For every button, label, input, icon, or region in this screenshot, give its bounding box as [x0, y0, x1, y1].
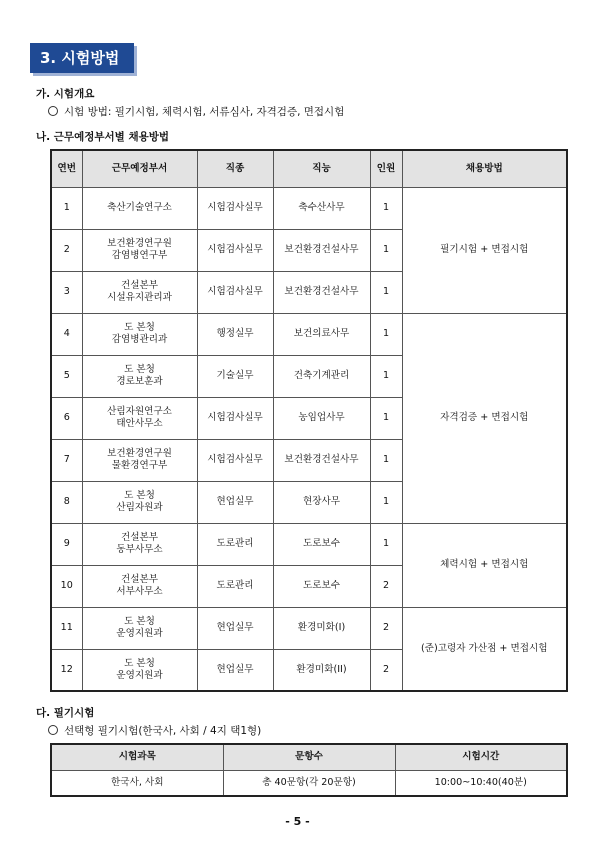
row-type: 현업실무	[197, 481, 273, 523]
row-dept: 산림자원연구소 태안사무소	[82, 397, 197, 439]
written-bullet-text: 선택형 필기시험(한국사, 사회 / 4지 택1형)	[64, 725, 262, 737]
row-type: 도로관리	[197, 523, 273, 565]
table-row	[51, 607, 567, 649]
row-count: 1	[370, 313, 402, 355]
row-dept: 건설본부 시설유지관리과	[82, 271, 197, 313]
row-no: 10	[51, 565, 82, 607]
row-count: 1	[370, 481, 402, 523]
row-role: 보건환경건설사무	[273, 439, 370, 481]
row-role: 보건환경건설사무	[273, 229, 370, 271]
overview-bullet-text: 시험 방법: 필기시험, 체력시험, 서류심사, 자격검증, 면접시험	[64, 106, 345, 118]
row-count: 1	[370, 523, 402, 565]
row-role: 축수산사무	[273, 187, 370, 229]
header-dept: 근무예정부서	[82, 150, 197, 187]
row-count: 1	[370, 229, 402, 271]
recruit-table	[50, 149, 568, 692]
row-role: 현장사무	[273, 481, 370, 523]
table-row	[51, 523, 567, 565]
row-count: 1	[370, 355, 402, 397]
row-type: 시험검사실무	[197, 229, 273, 271]
exam-time: 10:00~10:40(40분)	[395, 770, 567, 796]
bullet-circle-icon	[48, 725, 58, 735]
exam-questions: 총 40문항(각 20문항)	[223, 770, 395, 796]
table-row	[51, 187, 567, 229]
row-method: 필기시험 + 면접시험	[402, 187, 567, 313]
written-heading: 다. 필기시험	[36, 707, 95, 719]
overview-heading: 가. 시험개요	[36, 88, 95, 100]
row-count: 1	[370, 187, 402, 229]
row-dept: 보건환경연구원 감염병연구부	[82, 229, 197, 271]
row-no: 7	[51, 439, 82, 481]
header-count: 인원	[370, 150, 402, 187]
exam-header-row	[51, 744, 567, 770]
row-dept: 보건환경연구원 물환경연구부	[82, 439, 197, 481]
row-no: 3	[51, 271, 82, 313]
row-dept: 도 본청 운영지원과	[82, 649, 197, 691]
recruit-body	[51, 187, 567, 691]
row-dept: 건설본부 서부사무소	[82, 565, 197, 607]
exam-subject: 한국사, 사회	[51, 770, 223, 796]
row-role: 건축기계관리	[273, 355, 370, 397]
row-type: 현업실무	[197, 607, 273, 649]
row-type: 시험검사실무	[197, 439, 273, 481]
row-type: 시험검사실무	[197, 397, 273, 439]
table-row	[51, 313, 567, 355]
row-no: 9	[51, 523, 82, 565]
header-role: 직능	[273, 150, 370, 187]
row-no: 1	[51, 187, 82, 229]
recruit-header-row	[51, 150, 567, 187]
exam-row	[51, 770, 567, 796]
row-count: 1	[370, 439, 402, 481]
row-role: 환경미화(II)	[273, 649, 370, 691]
header-type: 직종	[197, 150, 273, 187]
row-count: 1	[370, 397, 402, 439]
section-title: 3. 시험방법	[30, 43, 134, 73]
row-dept: 도 본청 산림자원과	[82, 481, 197, 523]
row-role: 도로보수	[273, 523, 370, 565]
row-no: 2	[51, 229, 82, 271]
row-dept: 건설본부 동부사무소	[82, 523, 197, 565]
row-role: 보건의료사무	[273, 313, 370, 355]
exam-header-subject: 시험과목	[51, 744, 223, 770]
row-count: 2	[370, 565, 402, 607]
row-type: 시험검사실무	[197, 187, 273, 229]
row-no: 4	[51, 313, 82, 355]
exam-header-time: 시험시간	[395, 744, 567, 770]
page-number: - 5 -	[285, 815, 310, 828]
row-role: 농임업사무	[273, 397, 370, 439]
row-count: 1	[370, 271, 402, 313]
row-dept: 도 본청 감염병관리과	[82, 313, 197, 355]
row-type: 행정실무	[197, 313, 273, 355]
exam-table	[50, 743, 568, 797]
row-method: 자격검증 + 면접시험	[402, 313, 567, 523]
row-no: 11	[51, 607, 82, 649]
row-no: 6	[51, 397, 82, 439]
row-type: 시험검사실무	[197, 271, 273, 313]
written-bullet	[48, 723, 261, 738]
row-dept: 도 본청 경로보훈과	[82, 355, 197, 397]
row-role: 도로보수	[273, 565, 370, 607]
exam-header-questions: 문항수	[223, 744, 395, 770]
header-method: 채용방법	[402, 150, 567, 187]
overview-bullet	[48, 104, 344, 119]
row-count: 2	[370, 649, 402, 691]
row-type: 도로관리	[197, 565, 273, 607]
row-no: 12	[51, 649, 82, 691]
header-no: 연번	[51, 150, 82, 187]
row-dept: 도 본청 운영지원과	[82, 607, 197, 649]
row-no: 5	[51, 355, 82, 397]
row-method: 체력시험 + 면접시험	[402, 523, 567, 607]
row-type: 현업실무	[197, 649, 273, 691]
row-role: 환경미화(I)	[273, 607, 370, 649]
row-type: 기술실무	[197, 355, 273, 397]
recruit-heading: 나. 근무예정부서별 채용방법	[36, 131, 170, 143]
row-method: (준)고령자 가산점 + 면접시험	[402, 607, 567, 691]
row-role: 보건환경건설사무	[273, 271, 370, 313]
bullet-circle-icon	[48, 106, 58, 116]
row-dept: 축산기술연구소	[82, 187, 197, 229]
row-count: 2	[370, 607, 402, 649]
row-no: 8	[51, 481, 82, 523]
